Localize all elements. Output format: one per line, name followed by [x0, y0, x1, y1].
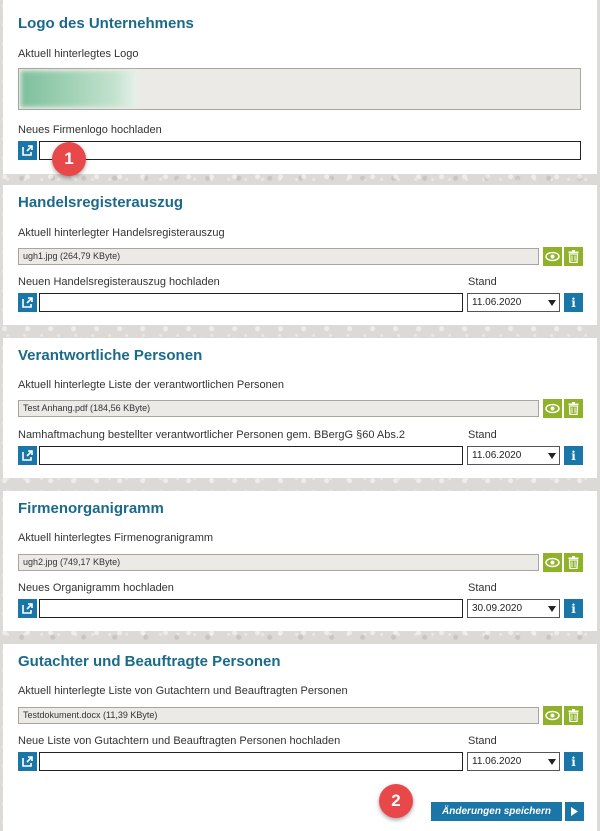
- info-button[interactable]: [564, 293, 583, 312]
- trash-icon: [568, 250, 579, 263]
- current-file-display: Testdokument.docx (11,39 KByte): [18, 707, 539, 724]
- upload-label: Neues Organigramm hochladen: [18, 582, 174, 594]
- info-icon: i: [571, 448, 576, 463]
- callout-1: 1: [52, 142, 86, 176]
- chevron-down-icon: [548, 759, 556, 765]
- stand-date-select[interactable]: [467, 599, 560, 618]
- file-input[interactable]: [39, 599, 463, 618]
- logo-image: [21, 71, 138, 107]
- save-controls: [431, 802, 584, 821]
- save-changes-button[interactable]: Änderungen speichern: [431, 802, 562, 821]
- section-handelsregister: [3, 185, 597, 325]
- info-icon: i: [571, 601, 576, 616]
- section-firmenorganigramm: [3, 491, 597, 631]
- file-input[interactable]: [39, 293, 463, 312]
- stand-date-select[interactable]: [467, 446, 560, 465]
- stand-label: Stand: [468, 276, 497, 288]
- stand-date-value: 30.09.2020: [472, 603, 523, 614]
- chevron-down-icon: [548, 606, 556, 612]
- trash-icon: [568, 556, 579, 569]
- view-file-button[interactable]: [543, 247, 562, 266]
- delete-file-button[interactable]: [564, 399, 583, 418]
- current-file-label: Aktuell hinterlegtes Firmenogranigramm: [18, 532, 214, 544]
- eye-icon: [545, 403, 560, 414]
- section-title: Handelsregisterauszug: [18, 194, 184, 211]
- info-icon: i: [571, 295, 576, 310]
- file-input[interactable]: [39, 752, 463, 771]
- delete-file-button[interactable]: [564, 247, 583, 266]
- upload-icon: [21, 144, 34, 157]
- chevron-down-icon: [548, 300, 556, 306]
- upload-icon: [21, 449, 34, 462]
- upload-file-button[interactable]: [18, 293, 37, 312]
- stand-label: Stand: [468, 582, 497, 594]
- save-arrow-button[interactable]: [565, 802, 584, 821]
- section-title: Firmenorganigramm: [18, 500, 164, 517]
- delete-file-button[interactable]: [564, 706, 583, 725]
- section-verantwortliche-personen: [3, 338, 597, 478]
- eye-icon: [545, 557, 560, 568]
- callout-2: 2: [379, 784, 413, 818]
- section-title: Logo des Unternehmens: [18, 15, 194, 32]
- eye-icon: [545, 251, 560, 262]
- view-file-button[interactable]: [543, 399, 562, 418]
- upload-icon: [21, 755, 34, 768]
- info-icon: i: [571, 754, 576, 769]
- current-file-display: ugh2.jpg (749,17 KByte): [18, 554, 539, 571]
- trash-icon: [568, 709, 579, 722]
- view-file-button[interactable]: [543, 706, 562, 725]
- upload-label: Neuen Handelsregisterauszug hochladen: [18, 276, 220, 288]
- stand-date-select[interactable]: [467, 293, 560, 312]
- stand-date-select[interactable]: [467, 752, 560, 771]
- logo-file-input[interactable]: [39, 141, 581, 160]
- upload-label: Neue Liste von Gutachtern und Beauftragten Personen hochladen: [18, 735, 341, 747]
- info-button[interactable]: [564, 752, 583, 771]
- upload-icon: [21, 296, 34, 309]
- stand-label: Stand: [468, 735, 497, 747]
- section-title: Gutachter und Beauftragte Personen: [18, 653, 281, 670]
- stand-date-value: 11.06.2020: [472, 297, 522, 308]
- upload-file-button[interactable]: [18, 599, 37, 618]
- eye-icon: [545, 710, 560, 721]
- current-file-display: Test Anhang.pdf (184,56 KByte): [18, 400, 539, 417]
- upload-icon: [21, 602, 34, 615]
- trash-icon: [568, 402, 579, 415]
- section-logo: [3, 0, 597, 174]
- stand-date-value: 11.06.2020: [472, 756, 522, 767]
- arrow-right-icon: [571, 807, 578, 816]
- section-title: Verantwortliche Personen: [18, 347, 203, 364]
- chevron-down-icon: [548, 453, 556, 459]
- upload-file-button[interactable]: [18, 446, 37, 465]
- info-button[interactable]: [564, 599, 583, 618]
- upload-label: Namhaftmachung bestellter verantwortlicher Personen gem. BBergG §60 Abs.2: [18, 429, 406, 441]
- upload-file-button[interactable]: [18, 752, 37, 771]
- stand-date-value: 11.06.2020: [472, 450, 522, 461]
- current-logo-label: Aktuell hinterlegtes Logo: [18, 48, 139, 60]
- current-logo-preview: [18, 68, 581, 110]
- current-file-display: ugh1.jpg (264,79 KByte): [18, 248, 539, 265]
- upload-logo-label: Neues Firmenlogo hochladen: [18, 124, 162, 136]
- info-button[interactable]: [564, 446, 583, 465]
- current-file-label: Aktuell hinterlegte Liste von Gutachtern und Beauftragten Personen: [18, 685, 348, 697]
- current-file-label: Aktuell hinterlegter Handelsregisterauszug: [18, 227, 225, 239]
- file-input[interactable]: [39, 446, 463, 465]
- delete-file-button[interactable]: [564, 553, 583, 572]
- view-file-button[interactable]: [543, 553, 562, 572]
- current-file-label: Aktuell hinterlegte Liste der verantwortlichen Personen: [18, 379, 284, 391]
- upload-logo-button[interactable]: [18, 141, 37, 160]
- stand-label: Stand: [468, 429, 497, 441]
